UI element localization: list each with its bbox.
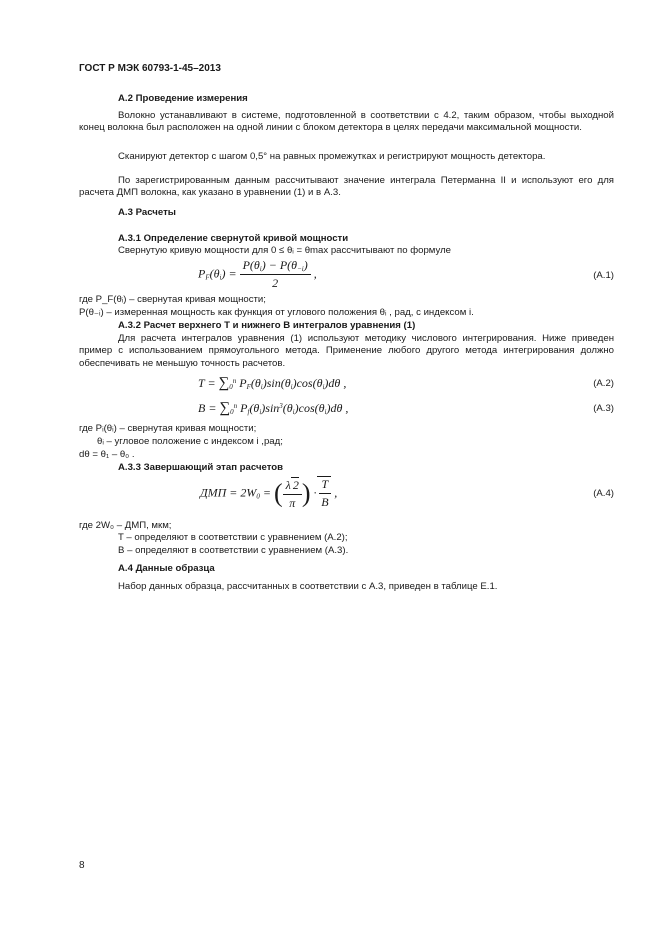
- a31-where-p: P(θ₋ᵢ) – измеренная мощность как функция от углового положения θᵢ , рад, с индексом i.: [79, 307, 474, 318]
- a33-where-dmp: где 2W₀ – ДМП, мкм;: [79, 520, 172, 531]
- section-a31-title: А.3.1 Определение свернутой кривой мощности: [118, 233, 349, 244]
- a32-where-dtheta: dθ = θ₁ – θ₀ .: [79, 449, 135, 460]
- page-number: 8: [79, 860, 85, 871]
- equation-a3-number: (А.3): [593, 403, 614, 414]
- section-a2-title: А.2 Проведение измерения: [118, 93, 248, 104]
- a33-where-b: B – определяют в соответствии с уравнением (А.3).: [118, 545, 349, 556]
- a32-paragraph: Для расчета интегралов уравнения (1) используют методику числового интегрирования. Ниже приведен пример с использованием прямоугольного метода. Применение любого другого метода интегрирования должно обеспечивать не меньшую точность расчетов.: [79, 333, 614, 369]
- equation-a2-number: (А.2): [593, 378, 614, 389]
- equation-a3: $B = \sum_0^n$ $P_f(\theta_i)\sin^3(\theta_i)\cos(\theta_i)d\theta$ ,: [198, 400, 349, 416]
- a33-where-t: T – определяют в соответствии с уравнением (А.2);: [118, 532, 348, 543]
- document-header: ГОСТ Р МЭК 60793-1-45–2013: [79, 63, 221, 74]
- equation-a4: ДМП = $2W_0$ = ( $\frac{\lambda 2}{\pi}$ ) · $\frac{T}{B}$ ,: [200, 477, 338, 510]
- a2-paragraph-1: Волокно устанавливают в системе, подготовленной в соответствии с 4.2, таким образом, чтобы выходной конец волокна был расположен на одной линии с блоком детектора в целях передачи максимальной мощности.: [79, 110, 614, 134]
- equation-a2: $T = \sum_0^n$ $P_F(\theta_i)\sin(\theta_i)\cos(\theta_i)d\theta$ ,: [198, 375, 347, 391]
- section-a3-title: А.3 Расчеты: [118, 207, 176, 218]
- equation-a4-number: (А.4): [593, 488, 614, 499]
- equation-a1: $P_F(\theta_i)$ = $\frac{P(\theta_i) - P(\theta_{-i})}{2}$ ,: [198, 258, 317, 290]
- a31-intro: Свернутую кривую мощности для 0 ≤ θᵢ = θmax рассчитывают по формуле: [118, 245, 451, 256]
- a32-where-pi: где Pᵢ(θᵢ) – свернутая кривая мощности;: [79, 423, 257, 434]
- a31-where-pf: где P_F(θᵢ) – свернутая кривая мощности;: [79, 294, 266, 305]
- equation-a1-number: (А.1): [593, 270, 614, 281]
- section-a32-title: А.3.2 Расчет верхнего T и нижнего B интегралов уравнения (1): [118, 320, 416, 331]
- section-a4-title: А.4 Данные образца: [118, 563, 215, 574]
- a4-paragraph: Набор данных образца, рассчитанных в соответствии с А.3, приведен в таблице Е.1.: [118, 581, 498, 592]
- a2-paragraph-2: Сканируют детектор с шагом 0,5° на равных промежутках и регистрируют мощность детектора.: [118, 151, 546, 162]
- a2-paragraph-3: По зарегистрированным данным рассчитывают значение интеграла Петерманна II и используют его для расчета ДМП волокна, как указано в уравнении (1) и в А.3.: [79, 175, 614, 199]
- section-a33-title: А.3.3 Завершающий этап расчетов: [118, 462, 284, 473]
- a32-where-theta: θᵢ – угловое положение с индексом i ,рад;: [97, 436, 283, 447]
